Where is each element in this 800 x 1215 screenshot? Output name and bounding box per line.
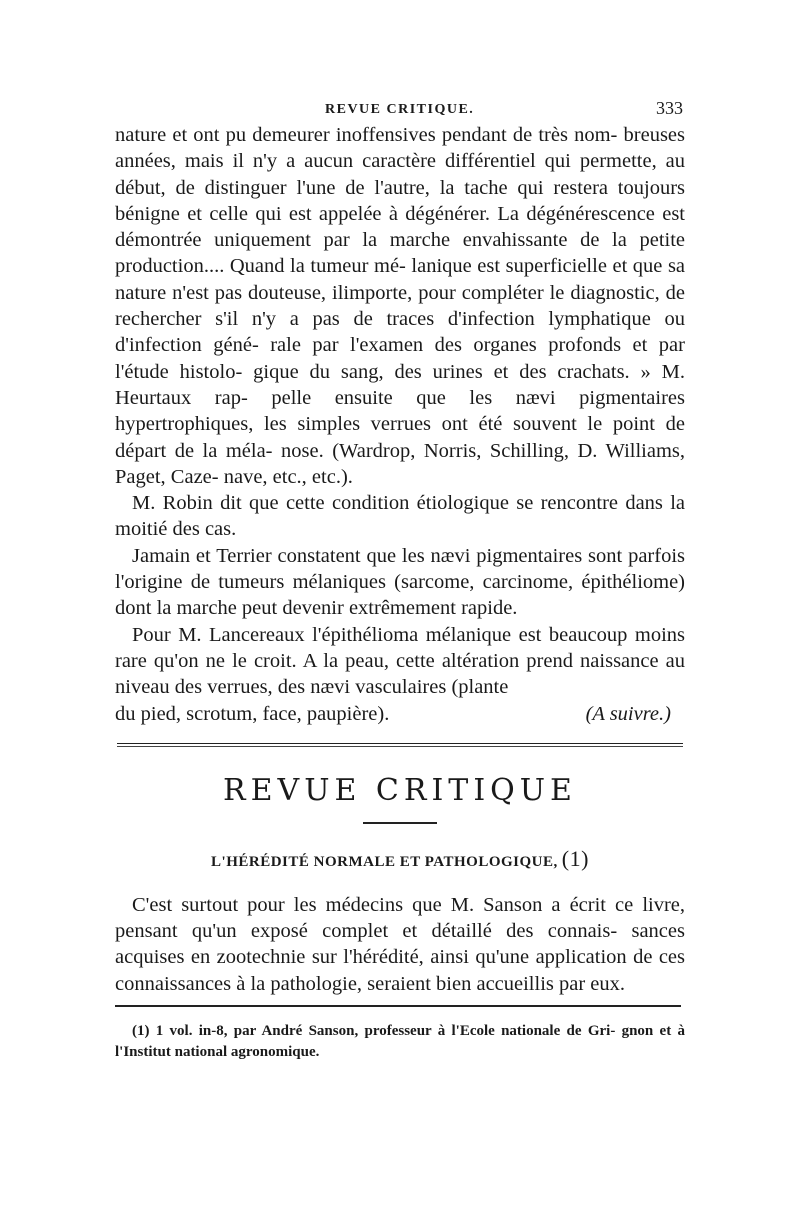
running-head-title: REVUE CRITIQUE. bbox=[325, 102, 475, 117]
section-divider bbox=[117, 743, 683, 747]
footnote-line: (1) 1 vol. in-8, par André Sanson, professeur à l'Ecole nationale de Gri- bbox=[132, 1023, 616, 1040]
text-line: M. Robin dit que cette condition étiologique se rencontre bbox=[132, 492, 618, 515]
text-line: application de ces connaissances à la pathologie, seraient bbox=[115, 946, 686, 995]
text-line: breuses années, mais il n'y a aucun caractère différentiel qui bbox=[115, 124, 686, 173]
text-line: livre, pensant qu'un exposé complet et détaillé des connais- bbox=[115, 893, 686, 943]
footnote-divider bbox=[115, 1005, 681, 1007]
paragraph-jamain-terrier bbox=[115, 543, 685, 622]
text-line: C'est surtout pour les médecins que M. Sanson a écrit ce bbox=[132, 893, 634, 916]
text-line: a pas de traces d'infection lymphatique ou d'infection géné- bbox=[115, 308, 685, 357]
text-line: moins rare qu'on ne le croit. A la peau, cette altération prend bbox=[115, 623, 686, 672]
text-line: Jamain et Terrier constatent que les nævi pigmentaires sont bbox=[132, 544, 623, 567]
text-line: restera toujours bénigne et celle qui est appelée à dégénérer. bbox=[115, 176, 686, 225]
text-line: sances acquises en zootechnie sur l'hérédité, ainsi qu'une bbox=[115, 920, 685, 969]
section-subtitle bbox=[115, 846, 685, 872]
paragraph-sanson bbox=[115, 892, 685, 997]
text-line: permette, au début, de distinguer l'une de l'autre, la tache qui bbox=[115, 150, 686, 199]
footnote-line: gnon et à l'Institut national agronomique. bbox=[115, 1023, 685, 1061]
footnote bbox=[115, 1021, 685, 1063]
text-line: épithéliome) dont la marche peut devenir extrêmement rapide. bbox=[115, 571, 686, 620]
text-line: pelle ensuite que les nævi pigmentaires hypertrophiques, les bbox=[115, 386, 686, 436]
text-line: simples verrues ont été souvent le point de départ de la méla- bbox=[115, 413, 685, 462]
section-title: REVUE CRITIQUE bbox=[223, 772, 577, 808]
subtitle-text: L'HÉRÉDITÉ NORMALE ET PATHOLOGIQUE, bbox=[211, 853, 558, 870]
page-number: 333 bbox=[656, 98, 683, 118]
text-line: Pour M. Lancereaux l'épithélioma mélanique est beaucoup bbox=[132, 623, 628, 646]
text-line: nose. (Wardrop, Norris, Schilling, D. Williams, Paget, Caze- bbox=[115, 439, 686, 488]
text-line: rale par l'examen des organes profonds et par l'étude histolo- bbox=[115, 334, 685, 383]
text-line: naissance au niveau des verrues, des nævi vasculaires (plante bbox=[115, 649, 686, 699]
text-line: gique du sang, des urines et des crachats. » M. Heurtaux rap- bbox=[115, 360, 685, 409]
page bbox=[115, 98, 685, 1063]
text-line: bien accueillis par eux. bbox=[436, 972, 626, 995]
text-line: nature et ont pu demeurer inoffensives pendant de très nom- bbox=[115, 124, 618, 146]
footnote-reference: (1) bbox=[561, 845, 589, 871]
text-line: dans la moitié des cas. bbox=[115, 492, 685, 541]
paragraph-last-line bbox=[115, 701, 685, 727]
text-line: envahissante de la petite production.... Quand la tumeur mé- bbox=[115, 229, 686, 278]
text-line: lanique est superficielle et que sa nature n'est pas douteuse, bbox=[115, 255, 686, 304]
text-line: du pied, scrotum, face, paupière). bbox=[115, 702, 390, 725]
text-line: nave, etc., etc.). bbox=[223, 465, 353, 488]
text-line: parfois l'origine de tumeurs mélaniques (sarcome, carcinome, bbox=[115, 544, 685, 594]
title-underline bbox=[363, 822, 437, 824]
paragraph-robin bbox=[115, 490, 685, 543]
text-line: La dégénérescence est démontrée uniquement par la marche bbox=[115, 202, 685, 252]
to-be-continued: (A suivre.) bbox=[585, 702, 671, 725]
text-line: ilimporte, pour compléter le diagnostic, de rechercher s'il n'y bbox=[115, 281, 685, 331]
running-head bbox=[115, 98, 685, 122]
paragraph-continued bbox=[115, 122, 685, 490]
paragraph-lancereaux bbox=[115, 622, 685, 701]
